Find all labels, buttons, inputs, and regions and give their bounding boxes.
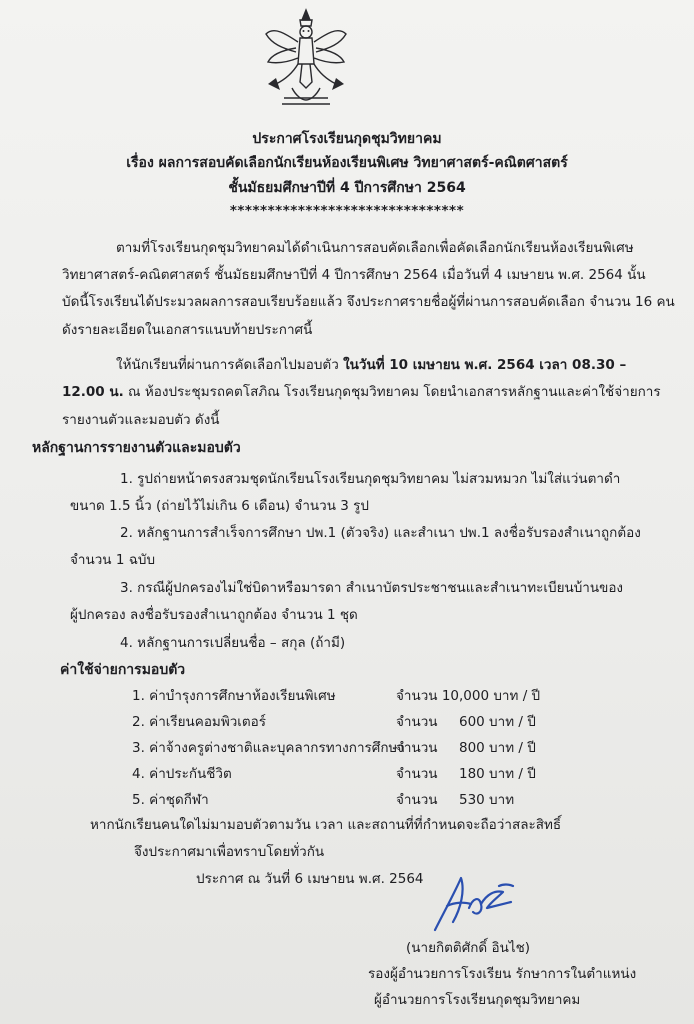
fee-amount: จำนวน 530 บาท xyxy=(396,792,515,808)
star-divider: ******************************* xyxy=(229,203,465,219)
evidence-item-3-line-1: 3. กรณีผู้ปกครองไม่ใช่บิดาหรือมารดา สำเนาบัตรประชาชนและสำเนาทะเบียนบ้านของ xyxy=(120,580,624,596)
garuda-emblem-icon xyxy=(262,4,350,112)
signer-position-2: ผู้อำนวยการโรงเรียนกุดชุมวิทยาคม xyxy=(374,992,581,1008)
evidence-heading: หลักฐานการรายงานตัวและมอบตัว xyxy=(32,440,241,456)
fee-label: 4. ค่าประกันชีวิต xyxy=(132,766,232,782)
evidence-item-4: 4. หลักฐานการเปลี่ยนชื่อ – สกุล (ถ้ามี) xyxy=(120,635,346,651)
report-date-time: ในวันที่ 10 เมษายน พ.ศ. 2564 เวลา 08.30 – xyxy=(343,357,627,373)
paragraph-2-line-1 xyxy=(116,353,626,375)
paragraph-1-line-4: ดังรายละเอียดในเอกสารแนบท้ายประกาศนี้ xyxy=(62,322,313,338)
closing-line-2: จึงประกาศมาเพื่อทราบโดยทั่วกัน xyxy=(134,844,325,860)
report-end-time: 12.00 น. xyxy=(62,384,124,400)
fee-amount: จำนวน 180 บาท / ปี xyxy=(396,766,536,782)
fee-amount: จำนวน 600 บาท / ปี xyxy=(396,714,536,730)
fee-label: 2. ค่าเรียนคอมพิวเตอร์ xyxy=(132,714,267,730)
paragraph-1-line-2: วิทยาศาสตร์-คณิตศาสตร์ ชั้นมัธยมศึกษาปีที่ 4 ปีการศึกษา 2564 เมื่อวันที่ 4 เมษายน พ.ศ. 2564 นั้น xyxy=(62,267,646,283)
evidence-item-2-line-1: 2. หลักฐานการสำเร็จการศึกษา ปพ.1 (ตัวจริง) และสำเนา ปพ.1 ลงชื่อรับรองสำเนาถูกต้อง xyxy=(120,525,641,541)
fee-amount: จำนวน 10,000 บาท / ปี xyxy=(396,688,541,704)
fee-amount: จำนวน 800 บาท / ปี xyxy=(396,740,536,756)
evidence-item-3-line-2: ผู้ปกครอง ลงชื่อรับรองสำเนาถูกต้อง จำนวน 1 ชุด xyxy=(70,607,358,623)
announcement-date: ประกาศ ณ วันที่ 6 เมษายน พ.ศ. 2564 xyxy=(196,871,424,887)
signer-position-1: รองผู้อำนวยการโรงเรียน รักษาการในตำแหน่ง xyxy=(368,966,637,982)
evidence-item-1-line-2: ขนาด 1.5 นิ้ว (ถ่ายไว้ไม่เกิน 6 เดือน) จำนวน 3 รูป xyxy=(70,498,369,514)
announcement-title: ประกาศโรงเรียนกุดชุมวิทยาคม xyxy=(252,131,442,147)
evidence-item-2-line-2: จำนวน 1 ฉบับ xyxy=(70,552,156,568)
fee-label: 5. ค่าชุดกีฬา xyxy=(132,792,209,808)
fee-label: 1. ค่าบำรุงการศึกษาห้องเรียนพิเศษ xyxy=(132,688,336,704)
paragraph-2-line-2 xyxy=(62,380,661,402)
paragraph-1-line-1: ตามที่โรงเรียนกุดชุมวิทยาคมได้ดำเนินการสอบคัดเลือกเพื่อคัดเลือกนักเรียนห้องเรียนพิเศษ xyxy=(116,240,634,256)
closing-line-1: หากนักเรียนคนใดไม่มามอบตัวตามวัน เวลา และสถานที่ที่กำหนดจะถือว่าสละสิทธิ์ xyxy=(90,817,562,833)
fee-label: 3. ค่าจ้างครูต่างชาติและบุคลากรทางการศึกษา xyxy=(132,740,405,756)
fees-heading: ค่าใช้จ่ายการมอบตัว xyxy=(60,662,186,678)
signer-name: (นายกิตติศักดิ์ อินไช) xyxy=(406,940,531,956)
paragraph-1-line-3: บัดนี้โรงเรียนได้ประมวลผลการสอบเรียบร้อยแล้ว จึงประกาศรายชื่อผู้ที่ผ่านการสอบคัดเลือก จำนวน 16 คน xyxy=(62,294,675,310)
paragraph-2-line-3: รายงานตัวและมอบตัว ดังนี้ xyxy=(62,412,220,428)
announcement-level: ชั้นมัธยมศึกษาปีที่ 4 ปีการศึกษา 2564 xyxy=(228,180,466,196)
announcement-subject: เรื่อง ผลการสอบคัดเลือกนักเรียนห้องเรียนพิเศษ วิทยาศาสตร์-คณิตศาสตร์ xyxy=(126,155,568,171)
evidence-item-1-line-1: 1. รูปถ่ายหน้าตรงสวมชุดนักเรียนโรงเรียนกุดชุมวิทยาคม ไม่สวมหมวก ไม่ใส่แว่นตาดำ xyxy=(120,471,621,487)
paragraph-2-intro: ให้นักเรียนที่ผ่านการคัดเลือกไปมอบตัว xyxy=(116,357,344,373)
handwritten-signature xyxy=(425,868,535,938)
report-location: ณ ห้องประชุมรถคตโสภิณ โรงเรียนกุดชุมวิทยาคม โดยนำเอกสารหลักฐานและค่าใช้จ่ายการ xyxy=(123,384,661,400)
